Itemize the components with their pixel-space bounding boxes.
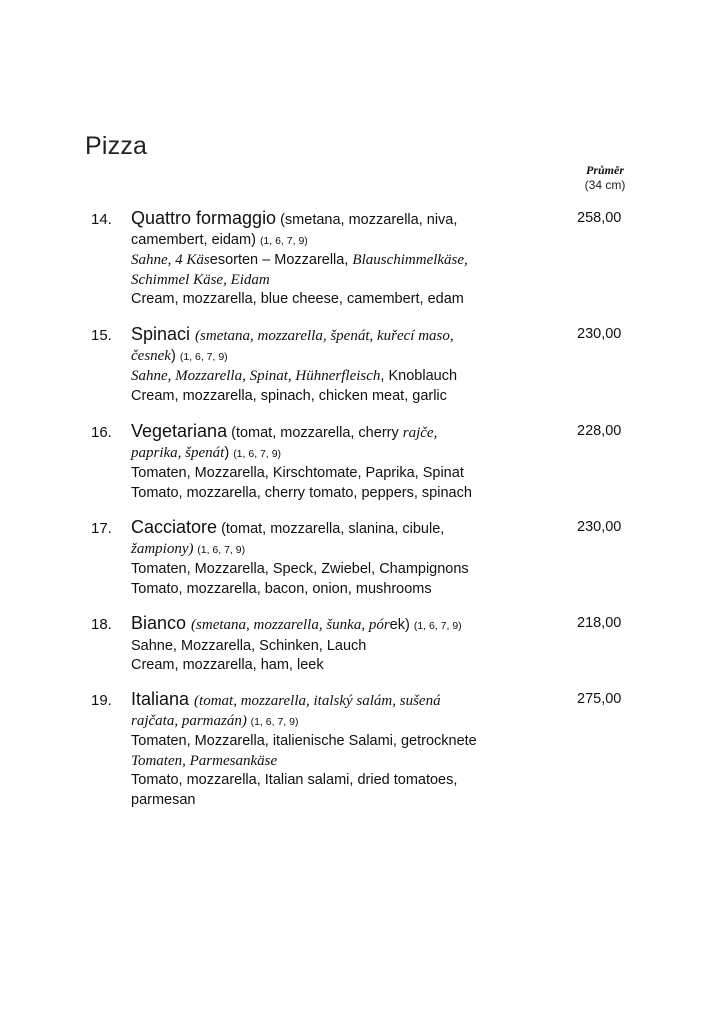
item-number: 19. <box>91 692 112 709</box>
ingredient-text: Cream, mozzarella, blue cheese, camembert, edam <box>131 291 464 307</box>
item-price: 228,00 <box>577 423 622 439</box>
ingredient-text: Sahne, 4 Käs <box>131 252 210 268</box>
allergens: (1, 6, 7, 9) <box>179 350 228 363</box>
ingredient-text: Schimmel Käse, Eidam <box>131 271 270 288</box>
ingredient-text: Sahne, Mozzarella, Spinat, Hühnerfleisch <box>131 368 381 384</box>
allergens: (1, 6, 7, 9) <box>233 447 282 460</box>
ingredient-text: česnek <box>131 347 171 364</box>
description-line <box>131 387 531 407</box>
allergens: (1, 6, 7, 9) <box>250 715 299 728</box>
ingredient-text: žampiony) <box>131 540 198 557</box>
description-line <box>131 656 531 676</box>
description-line <box>131 560 531 580</box>
item-price: 258,00 <box>577 210 622 226</box>
ingredient-text: ) <box>224 444 234 461</box>
price-column-header <box>560 163 650 193</box>
item-description <box>131 209 531 310</box>
description-line <box>131 251 531 271</box>
ingredient-text: (smetana, mozzarella, špenát, kuřecí maso, <box>195 328 454 344</box>
price-column-size: (34 cm) <box>584 178 626 192</box>
ingredient-text: ) <box>170 347 180 364</box>
ingredient-text: rajčata, parmazán) <box>131 712 251 729</box>
page-title: Pizza <box>85 132 148 160</box>
item-number: 17. <box>91 520 112 537</box>
description-line <box>131 290 531 310</box>
item-number: 14. <box>91 211 112 228</box>
description-line <box>131 614 531 637</box>
ingredient-text: rajče, <box>402 425 438 441</box>
ingredient-text: Tomaten, Mozzarella, Kirschtomate, Paprika, Spinat <box>131 465 464 481</box>
item-description <box>131 422 531 503</box>
description-line <box>131 484 531 504</box>
item-number: 16. <box>91 424 112 441</box>
description-line <box>131 732 531 752</box>
item-name: Italiana <box>131 689 195 709</box>
allergens: (1, 6, 7, 9) <box>413 620 462 632</box>
ingredient-text: ek) <box>389 617 414 633</box>
item-price: 230,00 <box>577 326 622 342</box>
item-description <box>131 690 531 810</box>
description-line <box>131 690 531 712</box>
ingredient-text: parmesan <box>131 791 196 808</box>
ingredient-text: Tomaten, Mozzarella, Speck, Zwiebel, Champignons <box>131 561 469 577</box>
description-line <box>131 325 531 347</box>
item-name: Cacciatore <box>131 517 218 537</box>
ingredient-text: (smetana, mozzarella, niva, <box>276 212 458 228</box>
ingredient-text: Cream, mozzarella, spinach, chicken meat, garlic <box>131 387 447 404</box>
description-line <box>131 422 531 444</box>
ingredient-text: Sahne, Mozzarella, Schinken, Lauch <box>131 637 367 654</box>
ingredient-text: Tomaten, Parmesankäse <box>131 752 278 769</box>
description-line <box>131 464 531 484</box>
allergens: (1, 6, 7, 9) <box>197 543 246 556</box>
item-description <box>131 614 531 676</box>
ingredient-text: Tomato, mozzarella, bacon, onion, mushrooms <box>131 580 432 597</box>
description-line <box>131 347 531 368</box>
description-line <box>131 771 531 791</box>
item-description <box>131 325 531 406</box>
ingredient-text: Blauschimmelkäse, <box>352 252 468 268</box>
item-number: 18. <box>91 616 112 633</box>
ingredient-text: (tomat, mozzarella, cherry <box>227 425 403 441</box>
ingredient-text: Tomato, mozzarella, Italian salami, dried tomatoes, <box>131 772 458 788</box>
item-name: Spinaci <box>131 324 196 344</box>
item-name: Quattro formaggio <box>131 208 277 228</box>
item-price: 230,00 <box>577 519 622 535</box>
description-line <box>131 271 531 291</box>
description-line <box>131 367 531 387</box>
item-price: 218,00 <box>577 615 622 631</box>
ingredient-text: paprika, špenát <box>131 444 225 461</box>
description-line <box>131 209 531 231</box>
ingredient-text: Tomaten, Mozzarella, italienische Salami, getrocknete <box>131 733 477 749</box>
ingredient-text: , Knoblauch <box>380 368 458 384</box>
description-line <box>131 712 531 733</box>
allergens: (1, 6, 7, 9) <box>259 234 308 247</box>
description-line <box>131 752 531 772</box>
description-line <box>131 231 531 252</box>
item-name: Vegetariana <box>131 421 228 441</box>
ingredient-text: esorten – Mozzarella, <box>209 252 353 268</box>
description-line <box>131 791 531 811</box>
item-name: Bianco <box>131 613 192 633</box>
description-line <box>131 580 531 600</box>
ingredient-text: (tomat, mozzarella, slanina, cibule, <box>217 521 445 537</box>
item-price: 275,00 <box>577 691 622 707</box>
ingredient-text: (smetana, mozzarella, šunka, pór <box>191 617 390 633</box>
price-column-label: Průměr <box>585 163 624 177</box>
description-line <box>131 518 531 540</box>
description-line <box>131 444 531 465</box>
ingredient-text: (tomat, mozzarella, italský salám, sušená <box>194 693 441 709</box>
description-line <box>131 637 531 657</box>
ingredient-text: camembert, eidam) <box>131 231 260 248</box>
ingredient-text: Cream, mozzarella, ham, leek <box>131 657 324 673</box>
ingredient-text: Tomato, mozzarella, cherry tomato, peppers, spinach <box>131 484 472 501</box>
description-line <box>131 540 531 561</box>
item-number: 15. <box>91 327 112 344</box>
item-description <box>131 518 531 599</box>
